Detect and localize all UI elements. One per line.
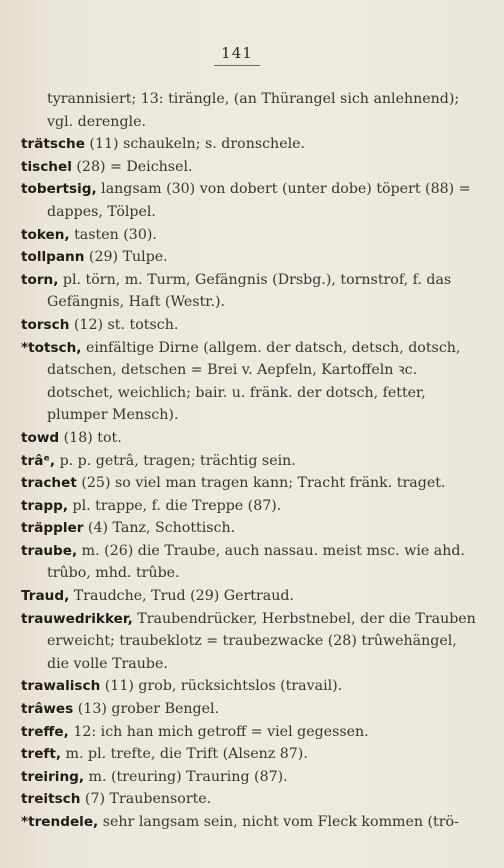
dictionary-entry bbox=[21, 585, 479, 608]
entry-headword: trâᵉ, bbox=[21, 452, 56, 469]
entry-text: (13) grober Bengel. bbox=[73, 701, 220, 718]
dictionary-entry bbox=[21, 269, 479, 314]
entry-headword: trapp, bbox=[21, 497, 69, 514]
entry-headword: traube, bbox=[21, 542, 78, 559]
entry-headword: Traud, bbox=[21, 588, 70, 605]
entry-text: m. pl. trefte, die Trift (Alsenz 87). bbox=[61, 746, 308, 763]
entry-text: (18) tot. bbox=[59, 429, 122, 446]
entry-headword: torn, bbox=[21, 271, 59, 288]
entry-headword: *totsch, bbox=[21, 339, 82, 356]
entry-headword: *trendele, bbox=[21, 814, 99, 830]
entry-text: pl. törn, m. Turm, Gefängnis (Drsbg.), tornstrof, f. das Gefängnis, Haft (Westr.). bbox=[47, 271, 452, 311]
entry-headword: treiring, bbox=[21, 768, 85, 785]
dictionary-entry bbox=[21, 540, 479, 585]
dictionary-entry bbox=[21, 608, 479, 676]
dictionary-entry bbox=[21, 698, 479, 721]
entry-headword: trauwedrikker, bbox=[21, 610, 133, 627]
dictionary-entry bbox=[21, 811, 479, 834]
entry-text: Traudche, Trud (29) Gertraud. bbox=[69, 588, 294, 605]
entry-text: (12) st. totsch. bbox=[69, 316, 179, 333]
entry-text: m. (treuring) Trauring (87). bbox=[84, 768, 288, 785]
dictionary-entry bbox=[21, 88, 479, 133]
entry-text: Traubendrücker, Herbstnebel, der die Trauben erweicht; traubeklotz = traubezwacke (28) trûwehängel, die volle Traube. bbox=[47, 610, 476, 672]
dictionary-entry bbox=[21, 721, 479, 744]
entry-headword: treft, bbox=[21, 746, 61, 763]
entry-text: p. p. getrâ, tragen; trächtig sein. bbox=[55, 452, 296, 469]
entry-text: m. (26) die Traube, auch nassau. meist msc. wie ahd. trûbo, mhd. trûbe. bbox=[47, 542, 465, 582]
entry-text: langsam (30) von dobert (unter dobe) töpert (88) = dappes, Tölpel. bbox=[47, 181, 471, 220]
entry-headword: trawalisch bbox=[21, 678, 101, 695]
entry-headword: tischel bbox=[21, 158, 72, 175]
entry-text: (4) Tanz, Schottisch. bbox=[83, 520, 236, 537]
entry-headword: träppler bbox=[21, 520, 84, 537]
dictionary-entry bbox=[21, 743, 479, 766]
dictionary-entry bbox=[21, 675, 479, 698]
entry-text: (11) schaukeln; s. dronschele. bbox=[84, 136, 306, 153]
entry-headword: treitsch bbox=[21, 791, 81, 808]
entry-text: 12: ich han mich getroff = viel gegessen. bbox=[68, 723, 369, 740]
dictionary-entry bbox=[21, 788, 479, 811]
dictionary-entry bbox=[21, 224, 479, 247]
dictionary-entry bbox=[21, 495, 479, 518]
entry-text: sehr langsam sein, nicht vom Fleck kommen (trö- bbox=[98, 814, 459, 830]
dictionary-entry bbox=[21, 178, 479, 223]
entry-text: (25) so viel man tragen kann; Tracht fränk. traget. bbox=[76, 475, 446, 492]
entry-headword: trätsche bbox=[21, 136, 85, 153]
dictionary-entry bbox=[21, 427, 479, 450]
page-number: 141 bbox=[0, 44, 474, 62]
entry-headword: tobertsig, bbox=[21, 181, 97, 198]
dictionary-entry bbox=[21, 246, 479, 269]
dictionary-entries bbox=[21, 88, 479, 834]
entry-text: (7) Traubensorte. bbox=[80, 791, 212, 808]
entry-headword: torsch bbox=[21, 316, 70, 333]
entry-headword: tollpann bbox=[21, 249, 85, 266]
dictionary-entry bbox=[21, 337, 479, 427]
entry-headword: trâwes bbox=[21, 701, 74, 718]
entry-headword: token, bbox=[21, 226, 70, 243]
entry-text: (11) grob, rücksichtslos (travail). bbox=[100, 678, 343, 695]
dictionary-entry bbox=[21, 156, 479, 179]
entry-headword: trachet bbox=[21, 475, 77, 492]
entry-text: tyrannisiert; 13: tirängle, (an Thürangel sich anlehnend); vgl. derengle. bbox=[47, 91, 460, 130]
dictionary-entry bbox=[21, 472, 479, 495]
dictionary-entry bbox=[21, 450, 479, 473]
entry-text: pl. trappe, f. die Treppe (87). bbox=[68, 497, 282, 514]
entry-text: tasten (30). bbox=[69, 226, 157, 243]
entry-text: einfältige Dirne (allgem. der datsch, detsch, dotsch, datschen, detschen = Brei v. Aepfeln, Kartoffeln ꝛc. dotschet, weichlich; bair. u. fränk. der dotsch, fetter, plumper Mensch). bbox=[47, 339, 461, 424]
entry-text: (28) = Deichsel. bbox=[71, 158, 193, 175]
dictionary-entry bbox=[21, 766, 479, 789]
dictionary-entry bbox=[21, 314, 479, 337]
entry-headword: towd bbox=[21, 429, 60, 446]
entry-headword: treffe, bbox=[21, 723, 69, 740]
entry-text: (29) Tulpe. bbox=[84, 249, 168, 266]
dictionary-entry bbox=[21, 133, 479, 156]
dictionary-entry bbox=[21, 517, 479, 540]
